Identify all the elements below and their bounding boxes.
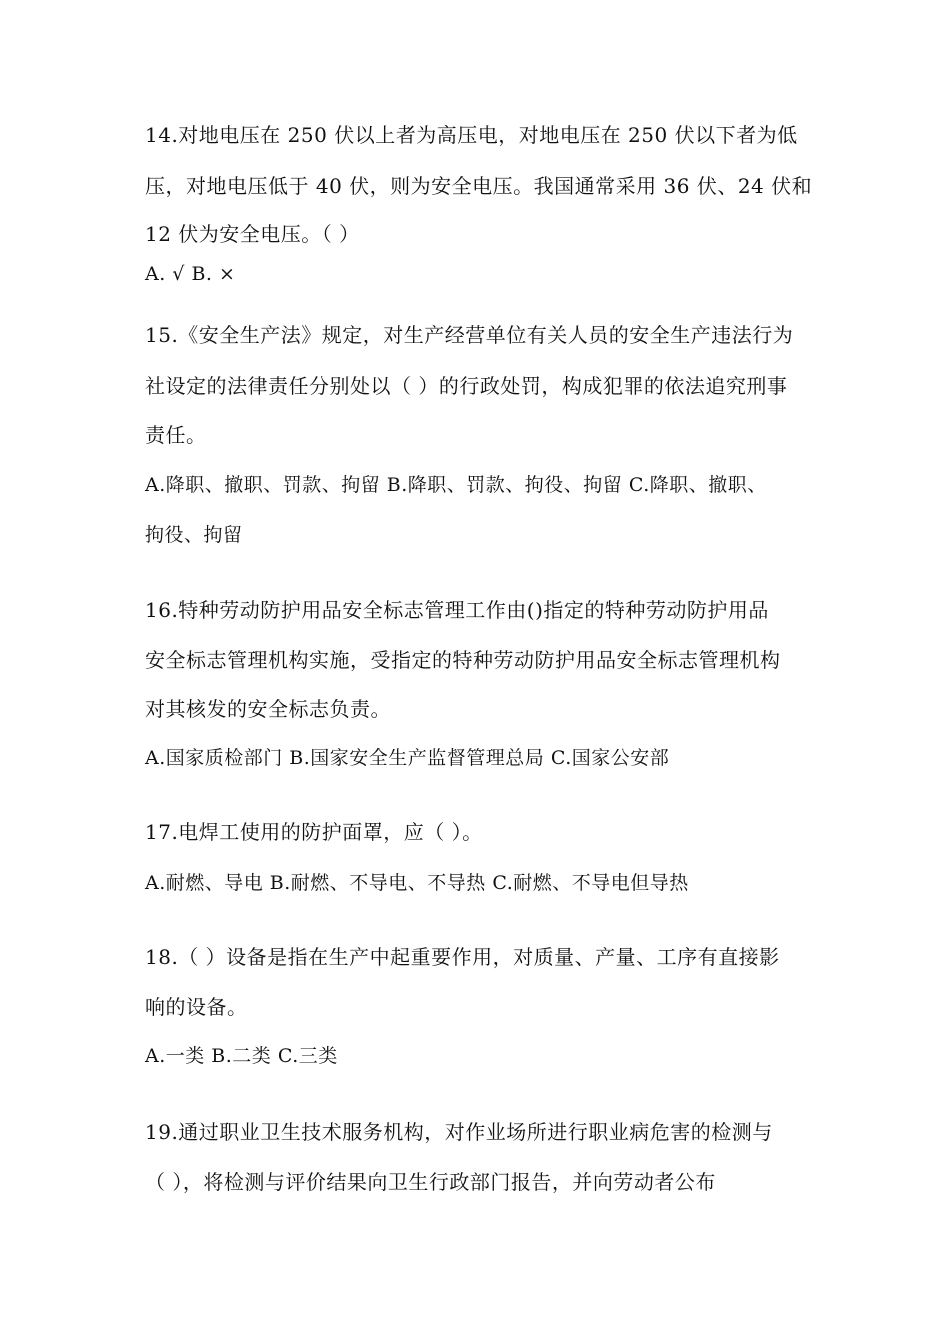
answer-options: A.耐燃、导电 B.耐燃、不导电、不导热 C.耐燃、不导电但导热 [145,872,689,894]
answer-options: A.一类 B.二类 C.三类 [145,1045,338,1067]
answer-options: A.国家质检部门 B.国家安全生产监督管理总局 C.国家公安部 [145,747,670,769]
answer-options: A. √ B. × [145,263,236,285]
question-text-line: 16.特种劳动防护用品安全标志管理工作由()指定的特种劳动防护用品 [145,598,769,622]
answer-options: 拘役、拘留 [145,524,243,546]
question-text-line: 社设定的法律责任分别处以（ ）的行政处罚，构成犯罪的依法追究刑事 [145,374,788,398]
question-text-line: 压，对地电压低于 40 伏，则为安全电压。我国通常采用 36 伏、24 伏和 [145,174,813,198]
question-text-line: 责任。 [145,423,207,447]
question-text-line: 14.对地电压在 250 伏以上者为高压电，对地电压在 250 伏以下者为低 [145,123,798,147]
question-text-line: 安全标志管理机构实施，受指定的特种劳动防护用品安全标志管理机构 [145,648,781,672]
question-text-line: 15.《安全生产法》规定，对生产经营单位有关人员的安全生产违法行为 [145,323,794,347]
question-text-line: 对其核发的安全标志负责。 [145,697,391,721]
question-text-line: 18.（ ）设备是指在生产中起重要作用，对质量、产量、工序有直接影 [145,945,780,969]
question-text-line: 12 伏为安全电压。（ ） [145,222,360,246]
answer-options: A.降职、撤职、罚款、拘留 B.降职、罚款、拘役、拘留 C.降职、撤职、 [145,474,767,496]
question-text-line: 响的设备。 [145,995,248,1019]
question-text-line: （ ），将检测与评价结果向卫生行政部门报告，并向劳动者公布 [145,1170,716,1194]
question-text-line: 19.通过职业卫生技术服务机构，对作业场所进行职业病危害的检测与 [145,1120,773,1144]
question-text-line: 17.电焊工使用的防护面罩，应（ ）。 [145,820,483,844]
